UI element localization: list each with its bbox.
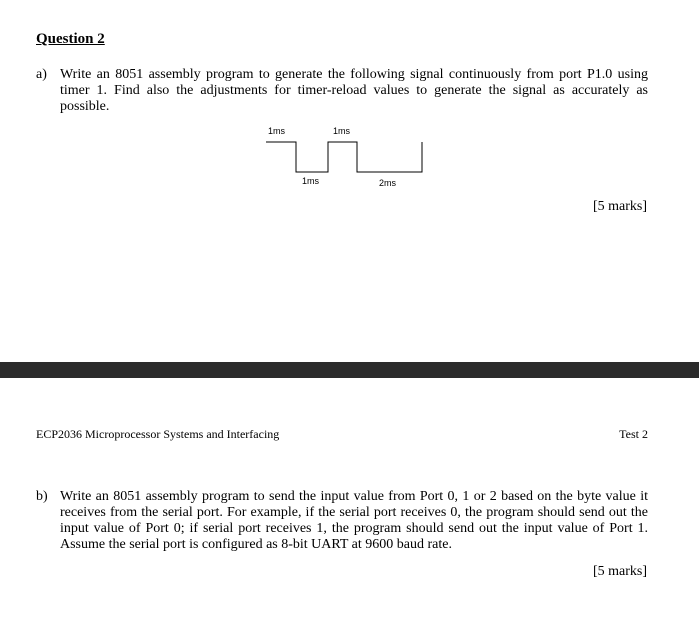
waveform-label-high-2: 1ms bbox=[333, 126, 351, 136]
part-b-marks: [5 marks] bbox=[592, 564, 647, 579]
part-a-label: a) bbox=[36, 67, 47, 82]
waveform-label-low-2: 2ms bbox=[379, 178, 397, 188]
waveform-label-low-1: 1ms bbox=[302, 176, 320, 186]
part-b-text: Write an 8051 assembly program to send the input value from Port 0, 1 or 2 based on the byte value it receives from the serial port. For example, if the serial port receives 0, the program should send out the input value of Port 0; if serial port receives 1, the program should send out the input value of Port 1. Assume the serial port is configured as 8-bit UART at 9600 baud rate. bbox=[60, 489, 648, 552]
waveform-signal bbox=[266, 142, 422, 172]
page-divider bbox=[0, 362, 699, 378]
part-b-label: b) bbox=[36, 489, 48, 504]
footer-test: Test 2 bbox=[619, 427, 648, 441]
part-a-text: Write an 8051 assembly program to generate the following signal continuously from port P1.0 using timer 1. Find also the adjustments for timer-reload values to generate the signal as accurately as possible. bbox=[60, 67, 648, 114]
waveform-diagram bbox=[0, 0, 699, 200]
waveform-label-high-1: 1ms bbox=[268, 126, 286, 136]
question-part-b bbox=[36, 489, 648, 553]
question-title: Question 2 bbox=[36, 31, 105, 47]
part-a-marks: [5 marks] bbox=[592, 199, 647, 214]
footer-course: ECP2036 Microprocessor Systems and Interfacing bbox=[36, 427, 280, 441]
